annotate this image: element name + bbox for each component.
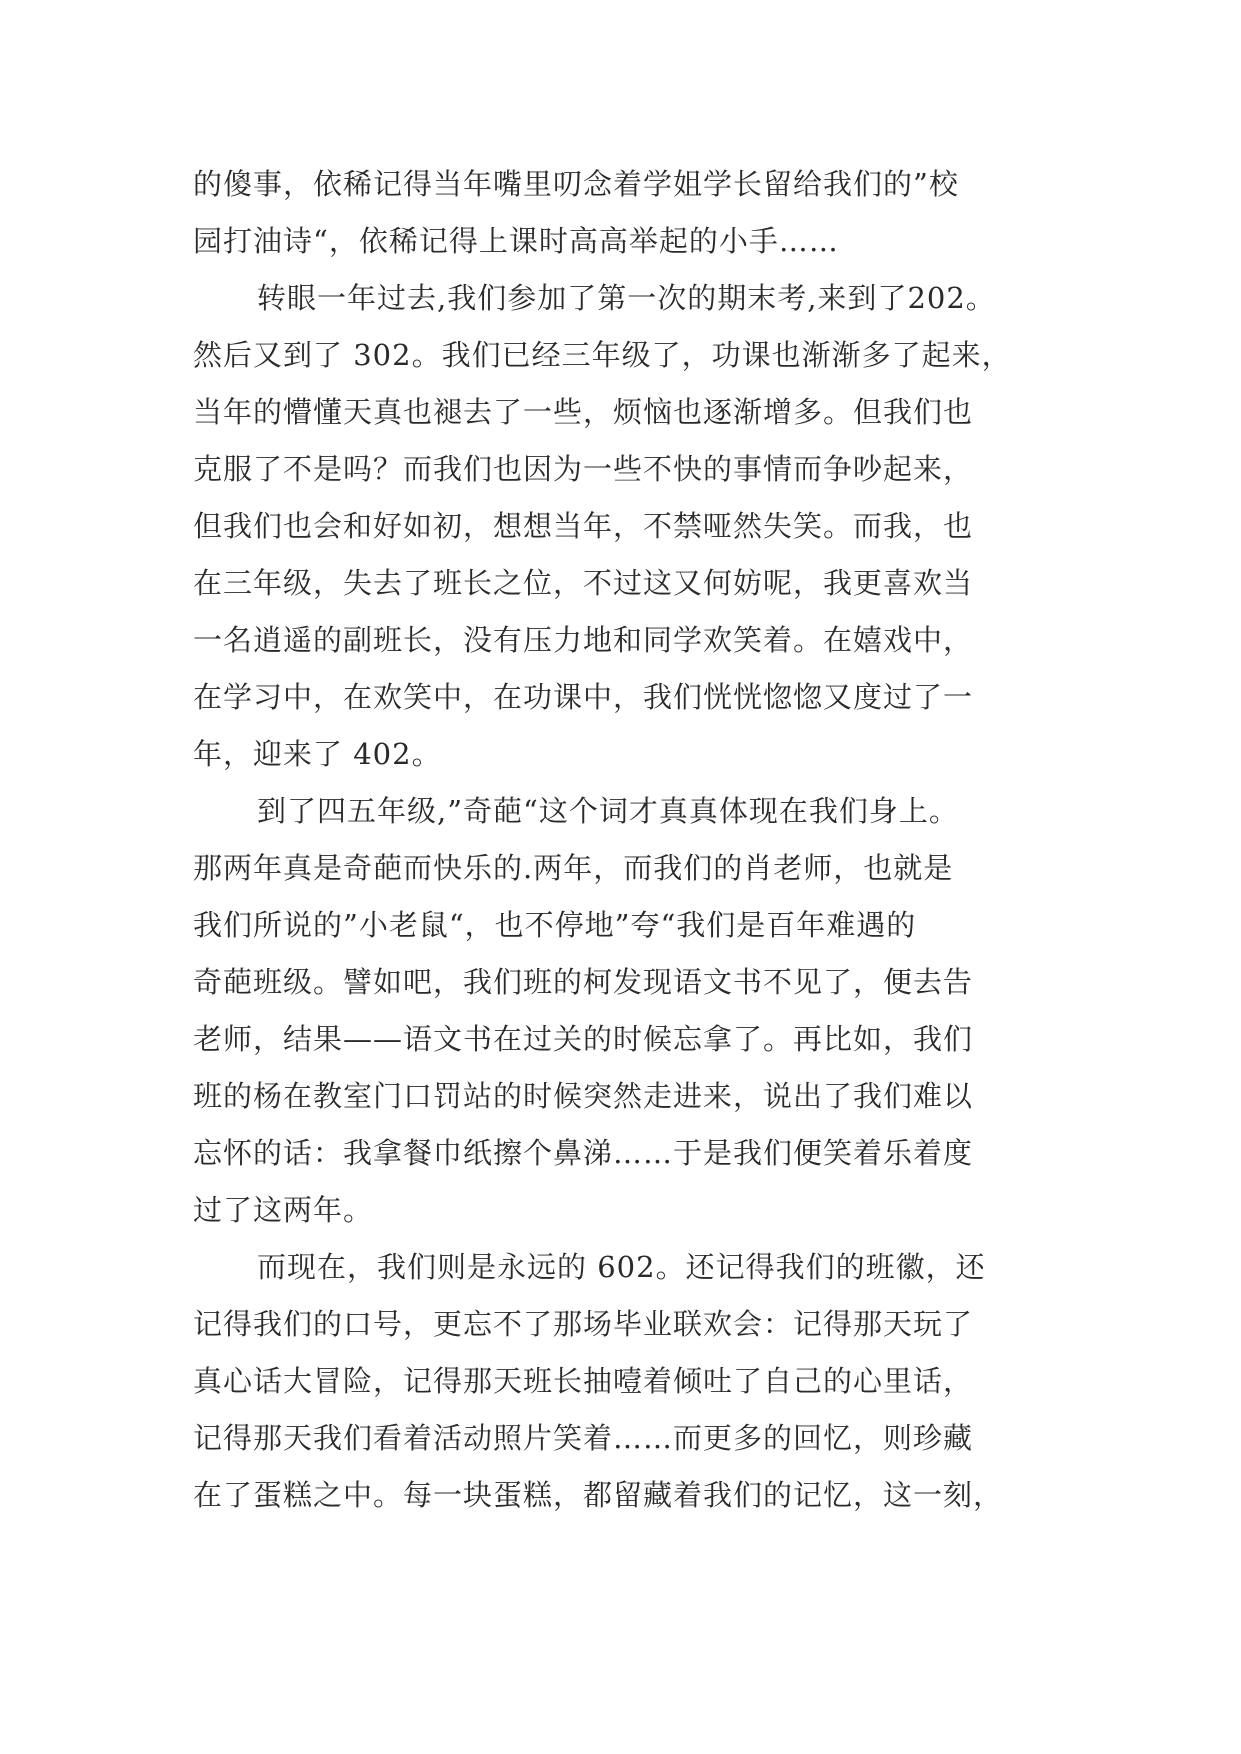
text-line: 克服了不是吗？而我们也因为一些不快的事情而争吵起来， [193,452,974,486]
text-line: 班的杨在教室门口罚站的时候突然走进来，说出了我们难以 [193,1079,974,1113]
text-line: 园打油诗“，依稀记得上课时高高举起的小手…… [193,224,839,258]
text-line: 真心话大冒险，记得那天班长抽噎着倾吐了自己的心里话， [193,1364,974,1398]
text-line: 在学习中，在欢笑中，在功课中，我们恍恍惚惚又度过了一 [193,680,974,714]
text-line: 记得我们的口号，更忘不了那场毕业联欢会：记得那天玩了 [193,1307,974,1341]
text-line: 当年的懵懂天真也褪去了一些，烦恼也逐渐增多。但我们也 [193,395,974,429]
paragraph-first-line: 到了四五年级,”奇葩“这个词才真真体现在我们身上。 [257,794,959,828]
text-line: 过了这两年。 [193,1193,374,1227]
text-line: 然后又到了 302。我们已经三年级了，功课也渐渐多了起来， [193,338,1012,372]
text-line: 忘怀的话：我拿餐巾纸擦个鼻涕……于是我们便笑着乐着度 [193,1136,974,1170]
text-line: 的傻事，依稀记得当年嘴里叨念着学姐学长留给我们的”校 [193,167,959,201]
text-line: 奇葩班级。譬如吧，我们班的柯发现语文书不见了，便去告 [193,965,974,999]
text-line: 年，迎来了 402。 [193,737,442,771]
text-line: 在了蛋糕之中。每一块蛋糕，都留藏着我们的记忆，这一刻， [193,1478,1004,1512]
paragraph-first-line: 而现在，我们则是永远的 602。还记得我们的班徽，还 [257,1250,986,1284]
text-line: 老师，结果——语文书在过关的时候忘拿了。再比如，我们 [193,1022,974,1056]
text-line: 但我们也会和好如初，想想当年，不禁哑然失笑。而我，也 [193,509,974,543]
text-line: 那两年真是奇葩而快乐的.两年，而我们的肖老师，也就是 [193,851,954,885]
text-line: 一名逍遥的副班长，没有压力地和同学欢笑着。在嬉戏中， [193,623,974,657]
text-line: 在三年级，失去了班长之位，不过这又何妨呢，我更喜欢当 [193,566,974,600]
body-text [193,156,1073,1524]
text-line: 我们所说的”小老鼠“，也不停地”夸“我们是百年难遇的 [193,908,917,942]
text-line: 记得那天我们看着活动照片笑着……而更多的回忆，则珍藏 [193,1421,974,1455]
paragraph-first-line: 转眼一年过去,我们参加了第一次的期末考,来到了202。 [257,281,996,315]
